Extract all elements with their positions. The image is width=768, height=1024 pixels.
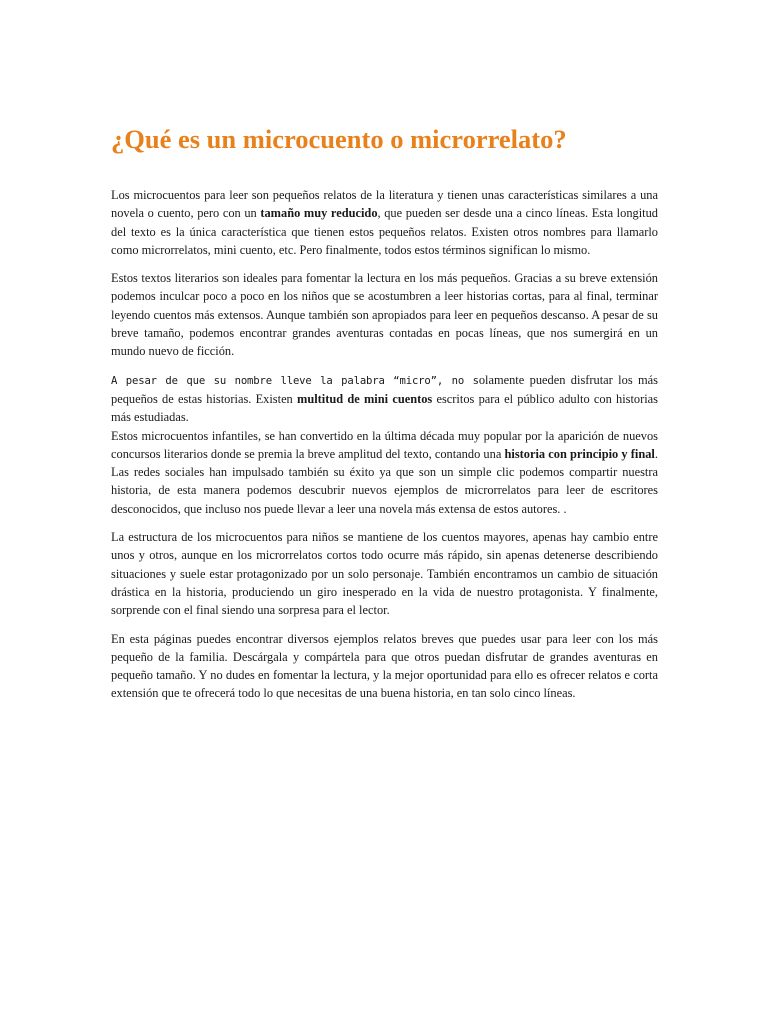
paragraph-closing: En esta páginas puedes encontrar diversos ejemplos relatos breves que puedes usar para leer con los más pequeño de la familia. Descárgala y compártela para que otros puedan disfrutar de grandes aventuras en pequeño tamaño. Y no dudes en fomentar la lectura, y la mejor oportunidad para ello es ofrecer relatos e corta extensión que te ofrecerá todo lo que necesitas de una buena historia, en tan solo cinco líneas. <box>111 631 658 701</box>
paragraph-popularity-text-1: Estos microcuentos infantiles, se han convertido en la última década muy popular por la aparición de nuevos concursos literarios donde se premia la breve amplitud del texto, contando una <box>111 428 658 461</box>
paragraph-popularity-bold: historia con principio y final <box>504 446 655 461</box>
paragraph-structure: La estructura de los microcuentos para niños se mantiene de los cuentos mayores, apenas hay cambio entre unos y otros, aunque en los microrrelatos cortos todo ocurre más rápido, sin apenas detenerse describiendo situaciones y suele estar protagonizado por un solo personaje. También encontramos un cambio de situación drástica en la historia, produciendo un giro inesperado en la vida de nuestro protagonista. Y finalmente, sorprende con el final siendo una sorpresa para el lector. <box>111 530 658 618</box>
paragraph-audience-text-2: escritos para el público adulto con historias más estudiadas. <box>111 391 659 425</box>
paragraph-popularity <box>111 427 658 518</box>
paragraph-audience-text-1: olamente pueden disfrutar los más pequeños de estas historias. Existen <box>111 372 658 406</box>
paragraph-definition <box>111 186 658 259</box>
paragraph-popularity-text-2: . Las redes sociales han impulsado también su éxito ya que son un simple clic podemos compartir nuestra historia, de esta manera podemos descubrir nuevos ejemplos de microrrelatos para leer de escritores desconocidos, que incluso nos puede llevar a leer una novela más extensa de estos autores. . <box>111 446 658 516</box>
page-title: ¿Qué es un microcuento o microrrelato? <box>111 124 567 154</box>
paragraph-definition-text-1: Los microcuentos para leer son pequeños relatos de la literatura y tienen unas características similares a una novela o cuento, pero con un <box>111 188 658 221</box>
paragraph-audience-handwritten: A pesar de que su nombre lleve la palabra “micro”, no s <box>111 374 479 387</box>
paragraph-audience-bold: multitud de mini cuentos <box>297 391 433 406</box>
paragraph-audience <box>111 371 658 427</box>
paragraph-reading: Estos textos literarios son ideales para fomentar la lectura en los más pequeños. Gracias a su breve extensión podemos inculcar poco a poco en los niños que se acostumbren a leer historias cortas, para al final, terminar leyendo cuentos más extensos. Aunque también son apropiados para leer en pequeños descanso. A pesar de su breve tamaño, podemos encontrar grandes aventuras contadas en pocas líneas, que nos sumergirá en un mundo nuevo de ficción. <box>111 271 658 359</box>
paragraph-definition-text-2: , que pueden ser desde una a cinco líneas. Esta longitud del texto es la única característica que tienen estos pequeños relatos. Existen otros nombres para llamarlo como microrrelatos, mini cuento, etc. Pero finalmente, todos estos términos significan lo mismo. <box>111 206 658 257</box>
paragraph-definition-bold: tamaño muy reducido <box>260 206 378 221</box>
